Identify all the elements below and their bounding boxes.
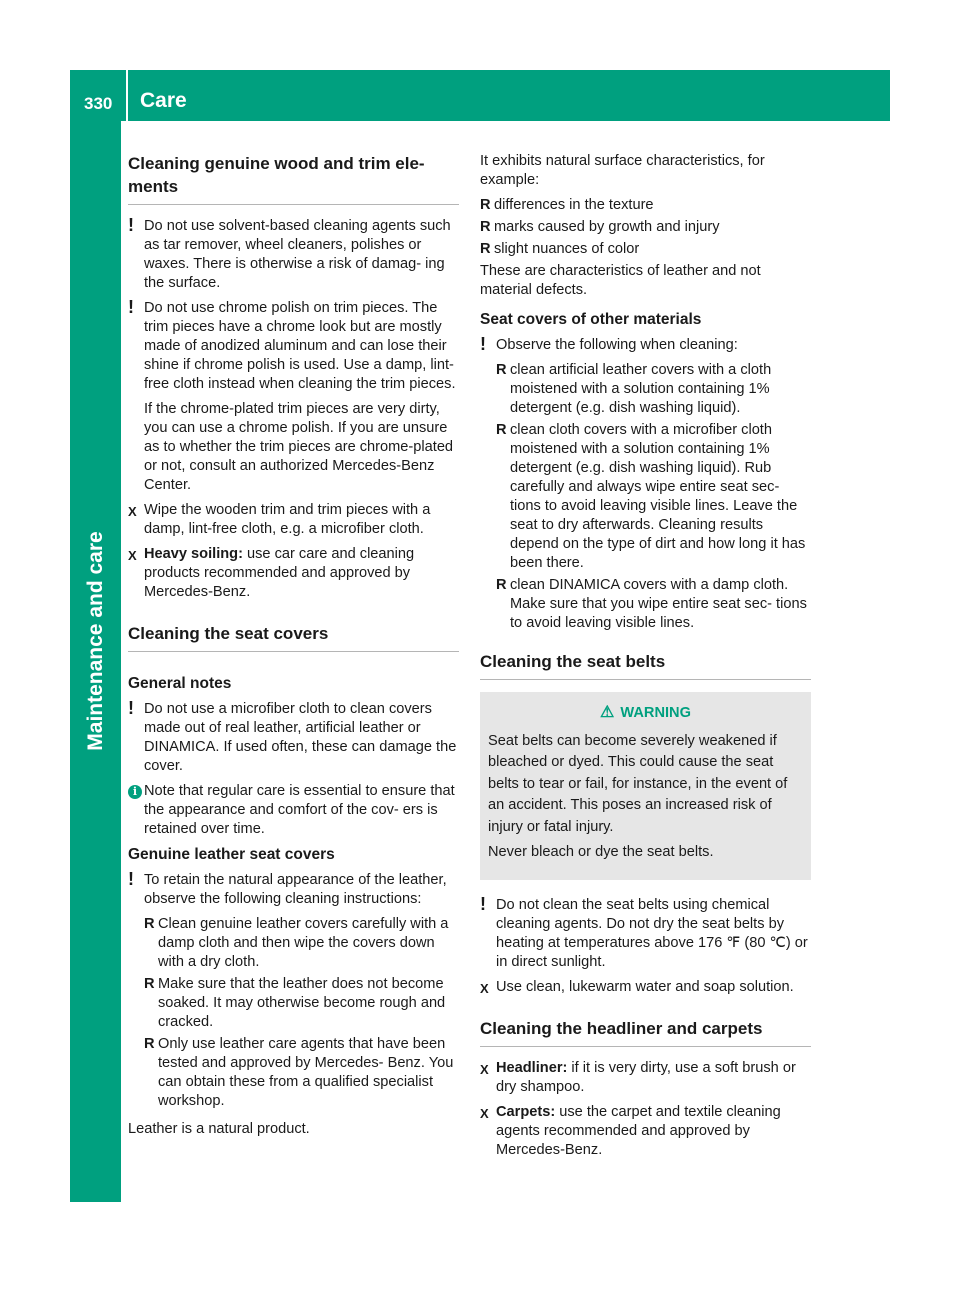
- list-item: R clean DINAMICA covers with a damp cloth. Make sure that you wipe entire seat sec- tions to avoid leaving visible lines.: [496, 577, 807, 631]
- note-solvent: ! Do not use solvent-based cleaning agents such as tar remover, wheel cleaners, polishes or waxes. There is otherwise a risk of damag- ing the surface.: [128, 215, 451, 291]
- step-arrow-icon: X: [480, 1061, 489, 1077]
- note-chrome: ! Do not use chrome polish on trim pieces. The trim pieces have a chrome look but are mostly made of anodized aluminum and can lose their shine if chrome polish is used. Use a damp, lint-free cloth instead when cleaning the trim pieces.: [128, 297, 456, 392]
- note-icon: !: [480, 893, 486, 914]
- leather-natural: Leather is a natural product.: [128, 1121, 310, 1137]
- warning-text: Never bleach or dye the seat belts.: [488, 844, 714, 860]
- exhibits-text: It exhibits natural surface characteristics, for example:: [480, 153, 765, 188]
- note-icon: !: [128, 297, 134, 317]
- bullet-icon: R: [496, 422, 507, 438]
- step-arrow-icon: X: [480, 1105, 489, 1121]
- bullet-icon: R: [496, 577, 507, 593]
- bullet-icon: R: [144, 916, 155, 932]
- step-arrow-icon: X: [128, 504, 137, 519]
- heading-wood: Cleaning genuine wood and trim ele- ments: [128, 152, 459, 205]
- list-item: R Clean genuine leather covers carefully with a damp cloth and then wipe the covers down with a dry cloth.: [144, 916, 449, 970]
- note-icon: !: [128, 698, 134, 718]
- heading-leather: Genuine leather seat covers: [128, 846, 335, 863]
- step-arrow-icon: X: [480, 980, 489, 996]
- list-item: R clean artificial leather covers with a cloth moistened with a solution containing 1% detergent (e.g. dish washing liquid).: [496, 362, 772, 416]
- step-headliner: X Headliner: if it is very dirty, use a soft brush or dry shampoo.: [480, 1059, 796, 1095]
- heading-headliner: Cleaning the headliner and carpets: [480, 1017, 811, 1047]
- left-column: [128, 152, 459, 1145]
- step-heavy-soiling: X Heavy soiling: use car care and cleaning products recommended and approved by Mercedes-Benz.: [128, 546, 415, 600]
- right-column: [480, 152, 811, 1166]
- list-item: R differences in the texture: [480, 197, 654, 213]
- heading-seat-belts: Cleaning the seat belts: [480, 650, 811, 680]
- bullet-icon: R: [496, 362, 507, 378]
- list-item: R clean cloth covers with a microfiber cloth moistened with a solution containing 1% detergent (e.g. dish washing liquid). Rub carefully and always wipe entire seat sec- tions to avoid leaving visible lines. Leave the seat to dry afterwards. Cleaning results depend on the type of dirt and how long it has been there.: [496, 422, 806, 571]
- bullet-icon: R: [480, 241, 491, 257]
- triangle-warning-icon: ⚠: [600, 704, 615, 721]
- step-belts: X Use clean, lukewarm water and soap solution.: [480, 978, 794, 996]
- page-header: [70, 70, 890, 121]
- note-icon: !: [128, 869, 134, 889]
- header-divider: [126, 70, 128, 121]
- info-regular-care: i Note that regular care is essential to ensure that the appearance and comfort of the cov- ers is retained over time.: [128, 782, 459, 839]
- note-chrome-cont: If the chrome-plated trim pieces are very dirty, you can use a chrome polish. If you are unsure as to whether the trim pieces are chrome-plated or not, consult an authorized Mercedes-Benz Center.: [144, 401, 454, 493]
- note-icon: !: [128, 215, 134, 235]
- step-wipe: X Wipe the wooden trim and trim pieces with a damp, lint-free cloth, e.g. a microfiber cloth.: [128, 502, 431, 537]
- note-microfiber: ! Do not use a microfiber cloth to clean covers made out of real leather, artificial leather or DINAMICA. If used often, these can damage the cover.: [128, 698, 457, 774]
- chapter-sidebar: [70, 121, 121, 1202]
- chapter-label: Maintenance and care: [83, 531, 107, 751]
- note-other: ! Observe the following when cleaning:: [480, 334, 738, 354]
- characteristics-text: These are characteristics of leather and not material defects.: [480, 263, 761, 298]
- list-item: R Only use leather care agents that have been tested and approved by Mercedes- Benz. You can obtain these from a qualified specialist workshop.: [144, 1036, 454, 1109]
- list-item: R marks caused by growth and injury: [480, 219, 720, 235]
- note-leather: ! To retain the natural appearance of the leather, observe the following cleaning instructions:: [128, 869, 447, 907]
- warning-title: WARNING: [620, 705, 691, 721]
- info-icon: i: [128, 785, 142, 799]
- heading-other-materials: Seat covers of other materials: [480, 311, 702, 328]
- list-item: R Make sure that the leather does not become soaked. It may otherwise become rough and cracked.: [144, 976, 446, 1030]
- heading-seat-covers: Cleaning the seat covers: [128, 622, 459, 652]
- bullet-icon: R: [480, 219, 491, 235]
- page-number: 330: [84, 94, 113, 113]
- warning-text: Seat belts can become severely weakened if bleached or dyed. This could cause the seat belts to tear or fail, for instance, in the event of an accident. This poses an increased risk of injury or fatal injury.: [488, 732, 788, 835]
- note-belts: ! Do not clean the seat belts using chemical cleaning agents. Do not dry the seat belts by heating at temperatures above 176 ℉ (80 ℃) or in direct sunlight.: [480, 893, 808, 970]
- bullet-icon: R: [144, 1036, 155, 1052]
- bullet-icon: R: [480, 197, 491, 213]
- warning-box: [480, 692, 811, 880]
- section-title: Care: [140, 89, 187, 112]
- step-carpets: X Carpets: use the carpet and textile cleaning agents recommended and approved by Mercedes-Benz.: [480, 1103, 781, 1158]
- heading-general-notes: General notes: [128, 675, 232, 692]
- step-arrow-icon: X: [128, 548, 137, 563]
- note-icon: !: [480, 334, 486, 354]
- list-item: R slight nuances of color: [480, 241, 640, 257]
- bullet-icon: R: [144, 976, 155, 992]
